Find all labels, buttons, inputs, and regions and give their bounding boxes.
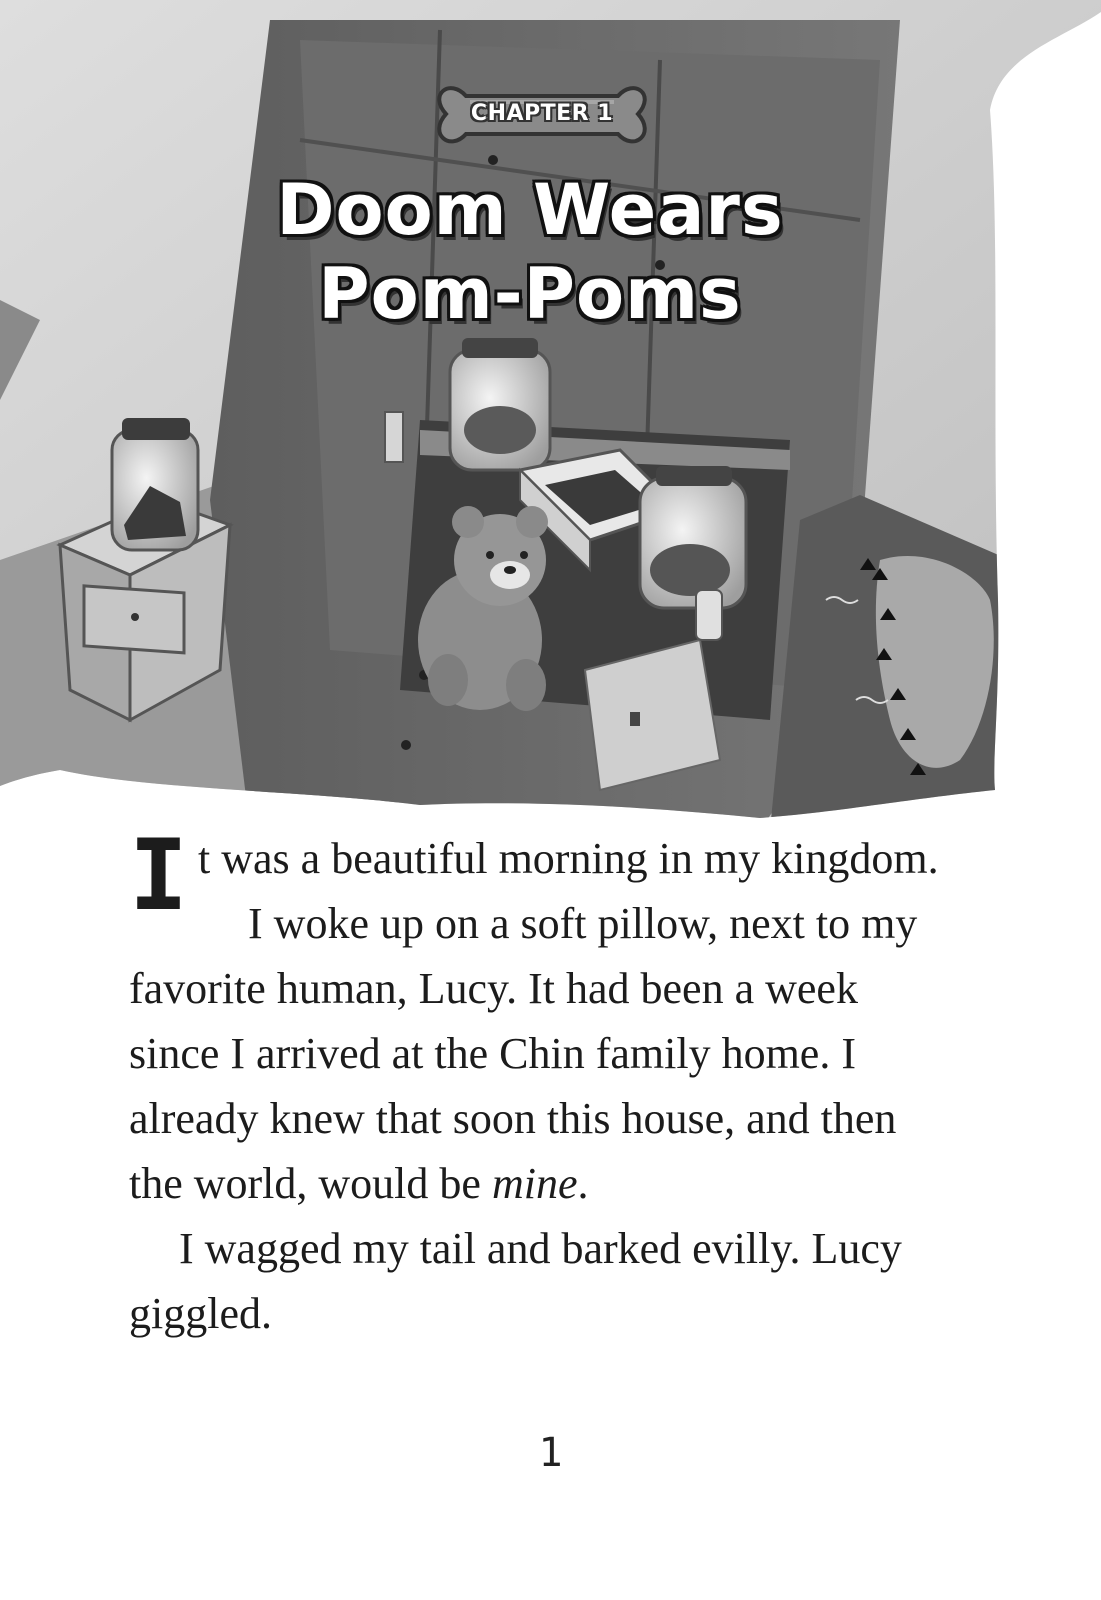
page-number: 1 (538, 1430, 563, 1476)
story-text (129, 819, 951, 1346)
chapter-title-line-1: Doom Wears (276, 169, 784, 251)
paragraph-1 (129, 819, 951, 933)
paragraph-3: I wagged my tail and barked evilly. Lucy giggled. (129, 1224, 902, 1338)
jar-icon (450, 338, 550, 470)
paragraph-2 (129, 891, 951, 1216)
paragraph-2-emphasis: mine (491, 1159, 578, 1208)
paragraph-2-end: . (577, 1159, 589, 1208)
paragraph-1-text: t was a beautiful morning in my kingdom. (198, 834, 939, 883)
paragraph-2-text: I woke up on a soft pillow, next to my favorite human, Lucy. It had been a week since I arrived at the Chin family home. I already knew that soon this house, and then the world, would be (129, 899, 918, 1208)
map-poster-icon (770, 495, 1010, 830)
chapter-title-line-2: Pom-Poms (318, 253, 742, 335)
chapter-number-label: CHAPTER 1 (470, 100, 614, 126)
chapter-badge (436, 72, 648, 158)
chapter-title (220, 168, 840, 336)
drop-cap: I (129, 819, 189, 933)
